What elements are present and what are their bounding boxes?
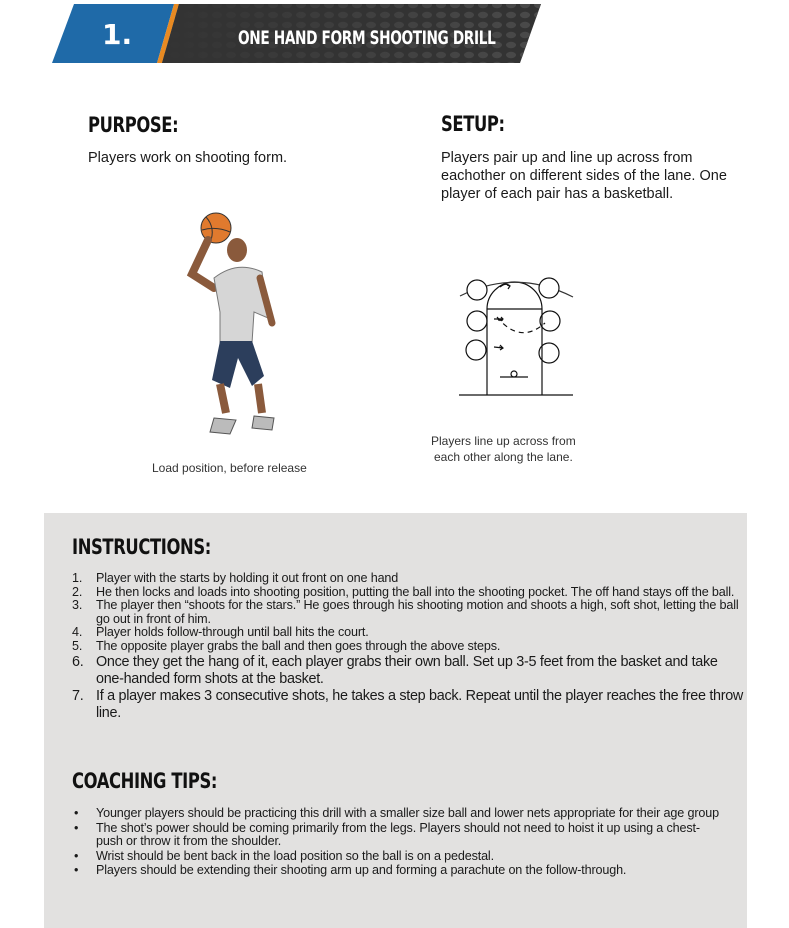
- tip-item: [44, 807, 724, 821]
- tip-text: Wrist should be bent back in the load position so the ball is on a pedestal.: [96, 848, 494, 863]
- coaching-tips-heading: COACHING TIPS:: [72, 769, 218, 793]
- instruction-item: [44, 626, 744, 640]
- instruction-item: [44, 640, 744, 654]
- item-text: Player holds follow-through until ball hits the court.: [96, 625, 369, 640]
- drill-title: ONE HAND FORM SHOOTING DRILL: [238, 27, 496, 49]
- coaching-tips-list: [44, 807, 724, 879]
- instruction-item: [44, 572, 744, 586]
- bullet-icon: •: [74, 863, 79, 878]
- instruction-item: [44, 586, 744, 600]
- bullet-icon: •: [74, 806, 79, 820]
- tip-text: The shot’s power should be coming primarily from the legs. Players should not need to hoist it up using a chest-push or throw it from the shoulder.: [96, 820, 700, 849]
- tip-item: [44, 864, 724, 878]
- item-text: The player then “shoots for the stars.” He goes through his shooting motion and shoots a high, soft shot, letting the ball go out in front of him.: [96, 598, 739, 626]
- tip-item: [44, 822, 724, 849]
- item-number: 7.: [72, 687, 84, 704]
- setup-heading: SETUP:: [441, 112, 505, 136]
- instructions-list: [44, 572, 744, 722]
- diagram-caption-line1: Players line up across from: [431, 434, 576, 448]
- item-text: Once they get the hang of it, each player grabs their own ball. Set up 3-5 feet from the basket and take one-handed form shots at the basket.: [96, 653, 718, 687]
- diagram-caption-line2: each other along the lane.: [434, 450, 573, 464]
- item-text: Player with the starts by holding it out front on one hand: [96, 571, 399, 585]
- image-caption: Load position, before release: [152, 461, 307, 475]
- item-number: 4.: [72, 625, 83, 640]
- instruction-item: [44, 599, 744, 626]
- purpose-text: Players work on shooting form.: [88, 150, 288, 166]
- instruction-item: [44, 654, 744, 688]
- item-text: If a player makes 3 consecutive shots, he takes a step back. Repeat until the player reaches the free throw line.: [96, 687, 744, 721]
- item-number: 1.: [72, 571, 83, 585]
- item-number: 3.: [72, 598, 83, 613]
- item-text: The opposite player grabs the ball and then goes through the above steps.: [96, 638, 501, 653]
- drill-number: 1.: [102, 18, 133, 51]
- tip-item: [44, 850, 724, 864]
- instruction-item: [44, 688, 744, 722]
- setup-text: Players pair up and line up across from eachother on different sides of the lane. One player of each pair has a basketball.: [441, 150, 727, 202]
- tip-text: Younger players should be practicing this drill with a smaller size ball and lower nets appropriate for their age group: [96, 806, 719, 820]
- bullet-icon: •: [74, 848, 79, 863]
- instructions-heading: INSTRUCTIONS:: [72, 535, 211, 559]
- item-number: 5.: [72, 638, 83, 653]
- bullet-icon: •: [74, 820, 79, 835]
- purpose-heading: PURPOSE:: [88, 113, 179, 137]
- item-number: 6.: [72, 653, 84, 670]
- item-text: He then locks and loads into shooting position, putting the ball into the shooting pocket. The off hand stays off the ball.: [96, 584, 735, 599]
- player-illustration: [180, 208, 290, 443]
- item-number: 2.: [72, 584, 83, 599]
- tip-text: Players should be extending their shooting arm up and forming a parachute on the follow-through.: [96, 863, 627, 878]
